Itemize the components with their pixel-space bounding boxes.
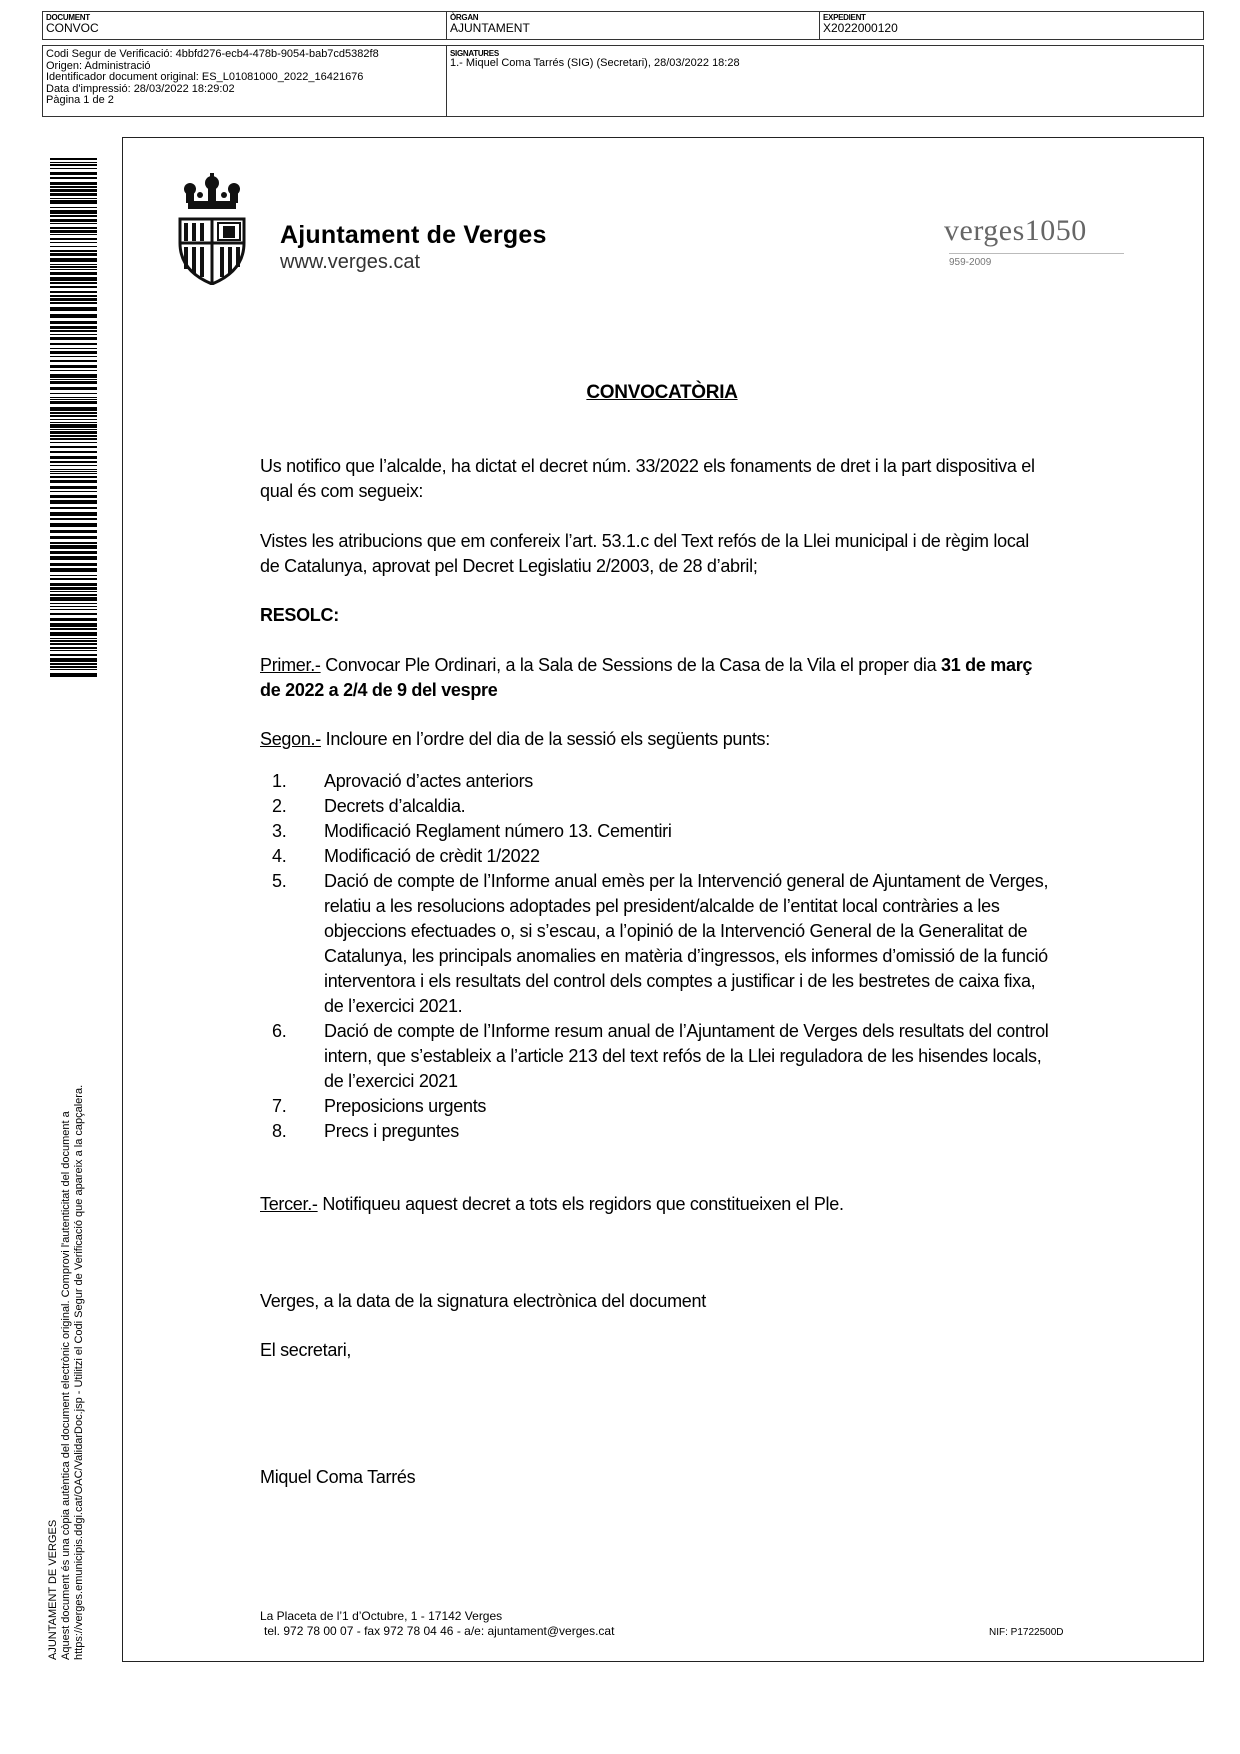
agenda-item [260,794,1060,819]
agenda-item-line: Modificació de crèdit 1/2022 [324,846,540,866]
agenda-item [260,819,1060,844]
agenda-item [260,1019,1060,1094]
agenda-item-number: 1. [272,771,287,791]
agenda-item-number: 3. [272,821,287,841]
agenda-item-line: relatiu a les resolucions adoptades pel president/alcalde de l’entitat local contràries a les [324,896,1000,916]
municipality-name: Ajuntament de Verges [280,221,547,249]
agenda-item-line: Aprovació d’actes anteriors [324,771,534,791]
footer-nif: NIF: P1722500D [989,1627,1064,1638]
document-value: CONVOC [46,21,99,35]
organ-label: ÒRGAN [450,13,479,22]
page-title: CONVOCATÒRIA [586,382,738,403]
tercer-label: Tercer.- [260,1194,318,1214]
primer-paragraph [260,653,1060,703]
agenda-item-number: 6. [272,1021,287,1041]
agenda-item [260,769,1060,794]
document-label: DOCUMENT [46,13,90,22]
segon-label: Segon.- [260,729,321,749]
intro-line: qual és com segueix: [260,481,424,501]
signatures-label: SIGNATURES [450,49,499,58]
header-row-2 [42,45,1204,117]
expedient-cell [819,12,1203,39]
primer-text: Convocar Ple Ordinari, a la Sala de Sessions de la Casa de la Vila el proper dia [320,655,942,675]
verges1050-text: verges1050 [944,214,1087,247]
primer-label: Primer.- [260,655,321,675]
agenda-list [260,769,1060,1144]
page-line: Pàgina 1 de 2 [46,94,114,106]
footer-contact: tel. 972 78 00 07 - fax 972 78 04 46 - a/e: ajuntament@verges.cat [264,1624,615,1638]
organ-value: AJUNTAMENT [450,21,530,35]
signature-entry: 1.- Miquel Coma Tarrés (SIG) (Secretari), 28/03/2022 18:28 [450,57,740,69]
secretari-label: El secretari, [260,1340,352,1360]
place-date: Verges, a la data de la signatura electrònica del document [260,1291,706,1311]
agenda-item [260,1119,1060,1144]
signatures-cell [446,46,1203,116]
primer-time: de 2022 a 2/4 de 9 del vespre [260,680,498,700]
organ-cell [446,12,819,39]
origin-line: Origen: Administració [46,59,151,72]
agenda-item-number: 2. [272,796,287,816]
agenda-item-line: Precs i preguntes [324,1121,459,1141]
print-date-line: Data d'impressió: 28/03/2022 18:29:02 [46,82,235,95]
side-authenticity-note: Aquest document és una còpia autèntica del document electrònic original. Comprovi l'autenticitat del document a [60,1111,72,1660]
agenda-item-line: de l’exercici 2021. [324,996,463,1016]
attributions-paragraph [260,529,1060,579]
intro-line: Us notifico que l’alcalde, ha dictat el decret núm. 33/2022 els fonaments de dret i la part dispositiva el [260,456,1035,476]
side-entity: AJUNTAMENT DE VERGES [47,1519,59,1660]
agenda-item-number: 5. [272,871,287,891]
resolc-heading: RESOLC: [260,605,339,625]
agenda-item-line: intern, que s’estableix a l’article 213 del text refós de la Llei reguladora de les hisendes locals, [324,1046,1042,1066]
attributions-line: Vistes les atribucions que em confereix l’art. 53.1.c del Text refós de la Llei municipal i de règim local [260,531,1029,551]
verification-cell [43,46,446,116]
segon-text: Incloure en l’ordre del dia de la sessió els següents punts: [320,729,770,749]
footer-address: La Placeta de l’1 d’Octubre, 1 - 17142 Verges [260,1609,503,1623]
footer-address-block [260,1609,614,1639]
agenda-item [260,1094,1060,1119]
agenda-item-number: 4. [272,846,287,866]
coat-of-arms-icon [176,173,248,285]
agenda-item-line: Dació de compte de l’Informe resum anual de l’Ajuntament de Verges dels resultats del control [324,1021,1049,1041]
agenda-item-line: Dació de compte de l’Informe anual emès per la Intervenció general de Ajuntament de Verges, [324,871,1049,891]
agenda-item-number: 7. [272,1096,287,1116]
agenda-item-number: 8. [272,1121,287,1141]
header-row-1 [42,11,1204,40]
municipality-website: www.verges.cat [280,251,421,273]
attributions-line: de Catalunya, aprovat pel Decret Legislatiu 2/2003, de 28 d’abril; [260,556,758,576]
tercer-paragraph [260,1192,1060,1217]
agenda-item [260,869,1060,1019]
agenda-item [260,844,1060,869]
segon-paragraph [260,727,1060,752]
agenda-item-line: objeccions efectuades o, si s’escau, a l’opinió de la Intervenció General de la Generalitat de [324,921,1028,941]
agenda-item-line: Preposicions urgents [324,1096,487,1116]
logo-rule [949,253,1124,254]
verges1050-years: 959-2009 [949,257,992,268]
document-body [260,454,1060,1490]
tercer-text: Notifiqueu aquest decret a tots els regidors que constitueixen el Ple. [317,1194,844,1214]
expedient-value: X2022000120 [823,21,898,35]
agenda-item-line: Modificació Reglament número 13. Cementiri [324,821,672,841]
agenda-item-line: de l’exercici 2021 [324,1071,458,1091]
verges1050-logo [944,214,1129,274]
identifier-line: Identificador document original: ES_L01081000_2022_16421676 [46,71,364,83]
expedient-label: EXPEDIENT [823,13,866,22]
agenda-item-line: Decrets d’alcaldia. [324,796,466,816]
csv-line: Codi Segur de Verificació: 4bbfd276-ecb4-478b-9054-bab7cd5382f8 [46,48,379,60]
verification-barcode [50,158,97,678]
agenda-item-line: Catalunya, les principals anomalies en matèria d’ingressos, els informes d’omissió de la funció [324,946,1048,966]
signer-name: Miquel Coma Tarrés [260,1467,416,1487]
side-validation-url: https://verges.emunicipis.ddgi.cat/OAC/ValidarDoc.jsp - Utilitzi el Codi Segur de Verificació que apareix a la capçalera. [73,1084,85,1660]
agenda-item-line: interventora i els resultats del control dels comptes a justificar i de les bestretes de caixa fixa, [324,971,1036,991]
intro-paragraph [260,454,1060,504]
primer-date: 31 de març [941,655,1033,675]
document-cell [43,12,446,39]
